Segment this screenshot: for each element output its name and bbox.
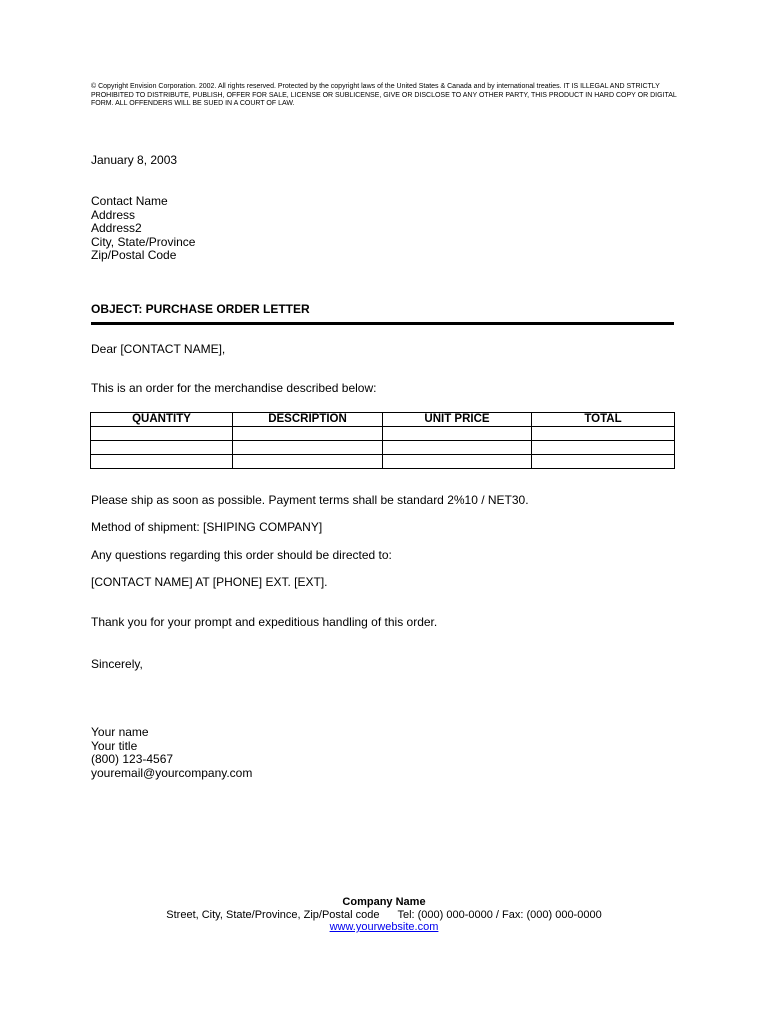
intro-text: This is an order for the merchandise described below: bbox=[91, 381, 377, 395]
table-cell bbox=[532, 455, 675, 469]
table-cell bbox=[383, 427, 532, 441]
copyright-notice: © Copyright Envision Corporation. 2002. All rights reserved. Protected by the copyright laws of the United States & Canada and by international treaties. IT IS ILLEGAL AND STRICTLY PROHIBITED TO DISTRIBUTE, PUBLISH, OFFER FOR SALE, LICENSE OR SUBLICENSE, GIVE OR DISCLOSE TO ANY OTHER PARTY, THIS PRODUCT IN HARD COPY OR DIGITAL FORM. ALL OFFENDERS WILL BE SUED IN A COURT OF LAW. bbox=[91, 83, 677, 108]
header-quantity: QUANTITY bbox=[91, 413, 233, 427]
signature-block bbox=[91, 726, 252, 780]
signature-email: youremail@yourcompany.com bbox=[91, 765, 253, 780]
signature-phone: (800) 123-4567 bbox=[91, 752, 174, 766]
table-cell bbox=[383, 455, 532, 469]
closing: Sincerely, bbox=[91, 657, 143, 671]
letter-footer bbox=[0, 896, 768, 934]
recipient-address-line-1: Address bbox=[91, 207, 136, 222]
salutation: Dear [CONTACT NAME], bbox=[91, 342, 226, 356]
header-description: DESCRIPTION bbox=[233, 413, 383, 427]
questions-text: Any questions regarding this order should be directed to: bbox=[91, 548, 392, 562]
shipment-method: Method of shipment: [SHIPING COMPANY] bbox=[91, 520, 323, 534]
footer-company-name: Company Name bbox=[342, 896, 426, 908]
table-cell bbox=[91, 441, 233, 455]
recipient-name: Contact Name bbox=[91, 194, 168, 208]
table-cell bbox=[532, 441, 675, 455]
table-row bbox=[91, 441, 675, 455]
footer-website-link[interactable]: www.yourwebsite.com bbox=[329, 921, 439, 933]
recipient-address-line-2: Address2 bbox=[91, 221, 142, 235]
table-row bbox=[91, 427, 675, 441]
letter-date: January 8, 2003 bbox=[91, 153, 178, 167]
title-divider bbox=[91, 322, 674, 325]
footer-contact-line bbox=[0, 909, 768, 922]
footer-phone-fax: Tel: (000) 000-0000 / Fax: (000) 000-0000 bbox=[397, 908, 602, 921]
table-row bbox=[91, 455, 675, 469]
contact-line: [CONTACT NAME] AT [PHONE] EXT. [EXT]. bbox=[91, 575, 328, 589]
table-cell bbox=[233, 441, 383, 455]
order-table bbox=[90, 412, 675, 469]
thanks-text: Thank you for your prompt and expeditious handling of this order. bbox=[91, 615, 438, 629]
signature-name: Your name bbox=[91, 725, 149, 739]
signature-title: Your title bbox=[91, 738, 138, 753]
table-cell bbox=[91, 455, 233, 469]
order-table-header-row bbox=[91, 413, 675, 427]
recipient-city-state: City, State/Province bbox=[91, 234, 196, 249]
table-cell bbox=[532, 427, 675, 441]
header-total: TOTAL bbox=[532, 413, 675, 427]
recipient-address-block bbox=[91, 195, 195, 263]
header-unit-price: UNIT PRICE bbox=[383, 413, 532, 427]
recipient-zip: Zip/Postal Code bbox=[91, 248, 177, 262]
shipping-terms: Please ship as soon as possible. Payment terms shall be standard 2%10 / NET30. bbox=[91, 493, 529, 507]
table-cell bbox=[91, 427, 233, 441]
table-cell bbox=[233, 455, 383, 469]
object-title: OBJECT: PURCHASE ORDER LETTER bbox=[91, 302, 310, 316]
table-cell bbox=[383, 441, 532, 455]
table-cell bbox=[233, 427, 383, 441]
footer-address: Street, City, State/Province, Zip/Postal code bbox=[166, 908, 380, 921]
